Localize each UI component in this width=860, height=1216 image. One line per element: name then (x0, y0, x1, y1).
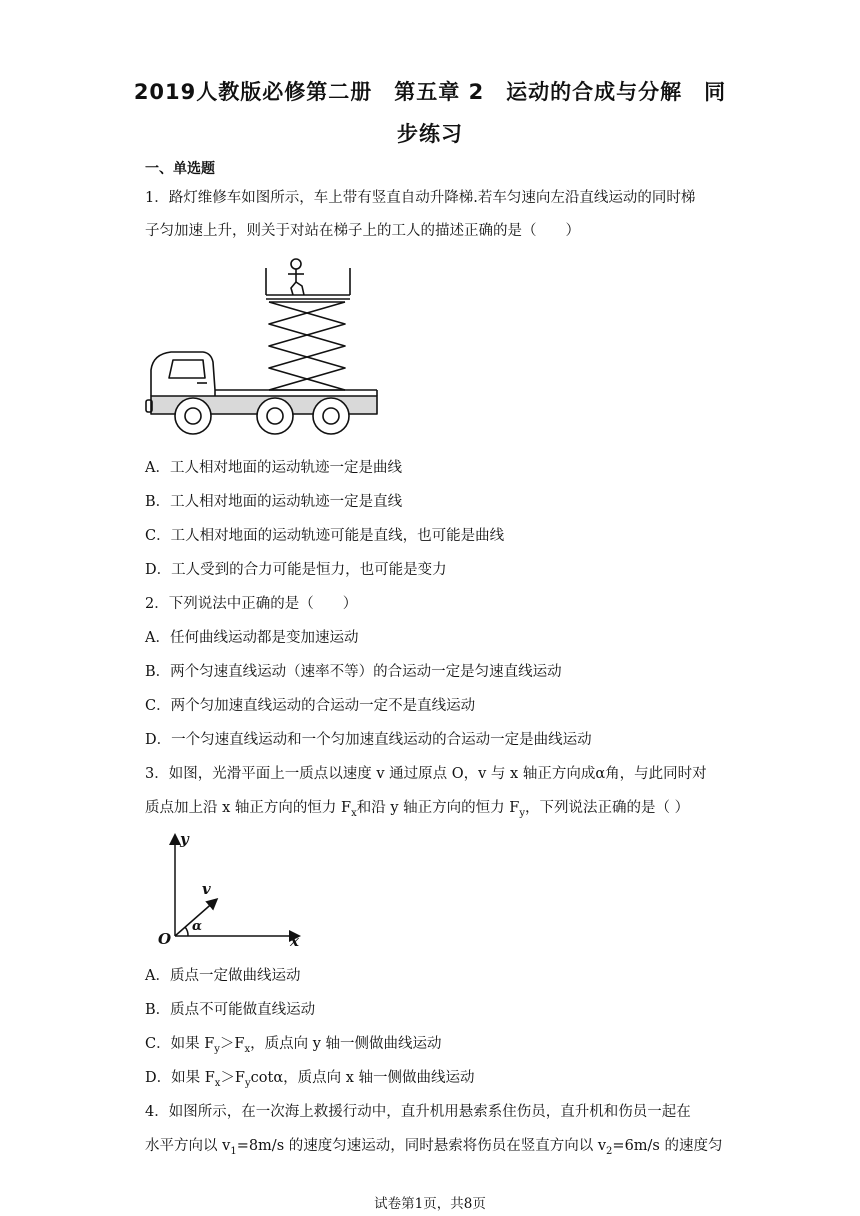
q3-option-a: A．质点一定做曲线运动 (145, 968, 301, 984)
q1-stem-line2: 子匀加速上升，则关于对站在梯子上的工人的描述正确的是（ ） (145, 223, 580, 239)
q4-stem-line1: 4．如图所示，在一次海上救援行动中，直升机用悬索系住伤员，直升机和伤员一起在 (145, 1104, 691, 1120)
q3-stem-line2: 质点加上沿 x 轴正方向的恒力 $F_x$和沿 y 轴正方向的恒力 $F_y$，下列说法正确的是（ ） (145, 800, 690, 819)
q3-option-d: D．如果 $F_x>F_y\cot\alpha$，质点向 x 轴一侧做曲线运动 (145, 1070, 475, 1089)
page-title-continued: 步练习 (397, 122, 463, 146)
q4-stem-line2: 水平方向以 $v_1=8m/s$ 的速度匀速运动，同时悬索将伤员在竖直方向以 $v_2=6m/s$ 的速度匀 (145, 1138, 723, 1157)
q3-stem-line1: 3．如图，光滑平面上一质点以速度 v 通过原点 O，v 与 x 轴正方向成α角，与此同时对 (145, 766, 707, 782)
velocity-label: v (202, 880, 211, 898)
truck-lift-figure (145, 250, 385, 440)
q1-option-c: C．工人相对地面的运动轨迹可能是直线，也可能是曲线 (145, 528, 505, 544)
x-axis-label: x (290, 932, 299, 948)
q2-option-a: A．任何曲线运动都是变加速运动 (145, 630, 359, 646)
q3-option-b: B．质点不可能做直线运动 (145, 1002, 316, 1018)
coordinate-axes-figure (150, 828, 310, 948)
q1-option-d: D．工人受到的合力可能是恒力，也可能是变力 (145, 562, 447, 578)
q3-option-c: C．如果 $F_y>F_x$，质点向 y 轴一侧做曲线运动 (145, 1036, 442, 1055)
q2-option-b: B．两个匀速直线运动（速率不等）的合运动一定是匀速直线运动 (145, 664, 562, 680)
section-heading: 一、单选题 (145, 161, 215, 177)
q2-option-c: C．两个匀加速直线运动的合运动一定不是直线运动 (145, 698, 476, 714)
q2-option-d: D．一个匀速直线运动和一个匀加速直线运动的合运动一定是曲线运动 (145, 732, 592, 748)
page-title: 2019人教版必修第二册 第五章 2 运动的合成与分解 同 (133, 80, 727, 104)
alpha-label: α (192, 919, 203, 934)
page-footer: 试卷第1页，共8页 (374, 1196, 486, 1212)
q2-stem: 2．下列说法中正确的是（ ） (145, 596, 358, 612)
q1-option-b: B．工人相对地面的运动轨迹一定是直线 (145, 494, 403, 510)
angle-arc (185, 927, 188, 936)
y-axis-label: y (180, 830, 189, 848)
q1-stem-line1: 1．路灯维修车如图所示，车上带有竖直自动升降梯.若车匀速向左沿直线运动的同时梯 (145, 190, 696, 206)
origin-label: O (158, 930, 172, 948)
q1-option-a: A．工人相对地面的运动轨迹一定是曲线 (145, 460, 402, 476)
